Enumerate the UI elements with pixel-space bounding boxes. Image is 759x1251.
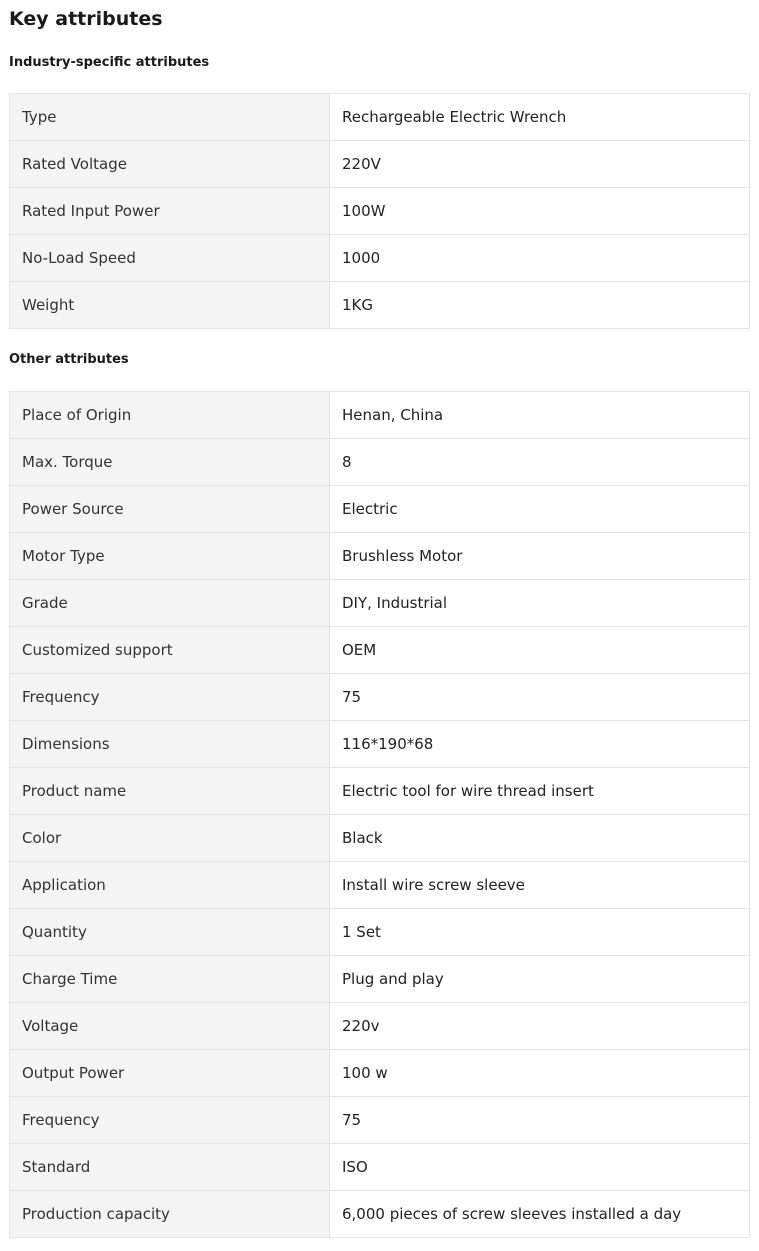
attribute-row xyxy=(10,721,750,768)
attribute-value: Electric tool for wire thread insert xyxy=(330,768,750,815)
attribute-row xyxy=(10,1050,750,1097)
attribute-row xyxy=(10,956,750,1003)
other-attributes-body xyxy=(10,392,750,1238)
attribute-value: Plug and play xyxy=(330,956,750,1003)
attribute-value: Electric xyxy=(330,486,750,533)
attribute-name: Rated Input Power xyxy=(10,188,330,235)
attribute-name: Motor Type xyxy=(10,533,330,580)
attribute-value: Henan, China xyxy=(330,392,750,439)
attribute-name: Voltage xyxy=(10,1003,330,1050)
attribute-name: Standard xyxy=(10,1144,330,1191)
attribute-value: 1 Set xyxy=(330,909,750,956)
other-attributes-heading: Other attributes xyxy=(9,352,129,367)
industry-attributes-heading: Industry-specific attributes xyxy=(9,55,210,70)
attribute-value: 220V xyxy=(330,141,750,188)
attribute-value: Rechargeable Electric Wrench xyxy=(330,94,750,141)
attribute-value: 220v xyxy=(330,1003,750,1050)
attribute-name: Rated Voltage xyxy=(10,141,330,188)
attribute-name: Charge Time xyxy=(10,956,330,1003)
attribute-value: 116*190*68 xyxy=(330,721,750,768)
attribute-row xyxy=(10,188,750,235)
attribute-value: 1000 xyxy=(330,235,750,282)
attribute-row xyxy=(10,486,750,533)
attribute-name: Dimensions xyxy=(10,721,330,768)
attribute-name: Frequency xyxy=(10,1097,330,1144)
attribute-value: 6,000 pieces of screw sleeves installed a day xyxy=(330,1191,750,1238)
attribute-value: Brushless Motor xyxy=(330,533,750,580)
attribute-name: Grade xyxy=(10,580,330,627)
industry-attributes-body xyxy=(10,94,750,329)
attribute-value: DIY, Industrial xyxy=(330,580,750,627)
attribute-row xyxy=(10,862,750,909)
attribute-row xyxy=(10,1097,750,1144)
attribute-value: 8 xyxy=(330,439,750,486)
attribute-row xyxy=(10,580,750,627)
attribute-name: Product name xyxy=(10,768,330,815)
attribute-row xyxy=(10,674,750,721)
attribute-row xyxy=(10,282,750,329)
attribute-value: 100 w xyxy=(330,1050,750,1097)
page-title: Key attributes xyxy=(9,8,163,30)
attribute-value: Black xyxy=(330,815,750,862)
industry-attributes-table xyxy=(9,93,750,329)
attribute-value: 1KG xyxy=(330,282,750,329)
attribute-row xyxy=(10,1191,750,1238)
attribute-row xyxy=(10,768,750,815)
attribute-value: OEM xyxy=(330,627,750,674)
attribute-name: Place of Origin xyxy=(10,392,330,439)
attribute-row xyxy=(10,439,750,486)
attribute-row xyxy=(10,909,750,956)
other-attributes-table xyxy=(9,391,750,1238)
attribute-row xyxy=(10,141,750,188)
attribute-name: Type xyxy=(10,94,330,141)
attribute-name: No-Load Speed xyxy=(10,235,330,282)
attribute-name: Production capacity xyxy=(10,1191,330,1238)
attribute-row xyxy=(10,94,750,141)
attribute-row xyxy=(10,815,750,862)
attribute-name: Quantity xyxy=(10,909,330,956)
attribute-name: Color xyxy=(10,815,330,862)
attribute-name: Frequency xyxy=(10,674,330,721)
attribute-value: Install wire screw sleeve xyxy=(330,862,750,909)
attribute-value: 75 xyxy=(330,1097,750,1144)
attribute-value: 100W xyxy=(330,188,750,235)
attribute-row xyxy=(10,235,750,282)
attribute-name: Weight xyxy=(10,282,330,329)
attribute-row xyxy=(10,533,750,580)
attribute-name: Max. Torque xyxy=(10,439,330,486)
attribute-row xyxy=(10,627,750,674)
attribute-name: Customized support xyxy=(10,627,330,674)
attribute-row xyxy=(10,1003,750,1050)
attribute-value: 75 xyxy=(330,674,750,721)
attribute-row xyxy=(10,392,750,439)
attribute-name: Application xyxy=(10,862,330,909)
attribute-value: ISO xyxy=(330,1144,750,1191)
attribute-name: Power Source xyxy=(10,486,330,533)
attribute-name: Output Power xyxy=(10,1050,330,1097)
attribute-row xyxy=(10,1144,750,1191)
